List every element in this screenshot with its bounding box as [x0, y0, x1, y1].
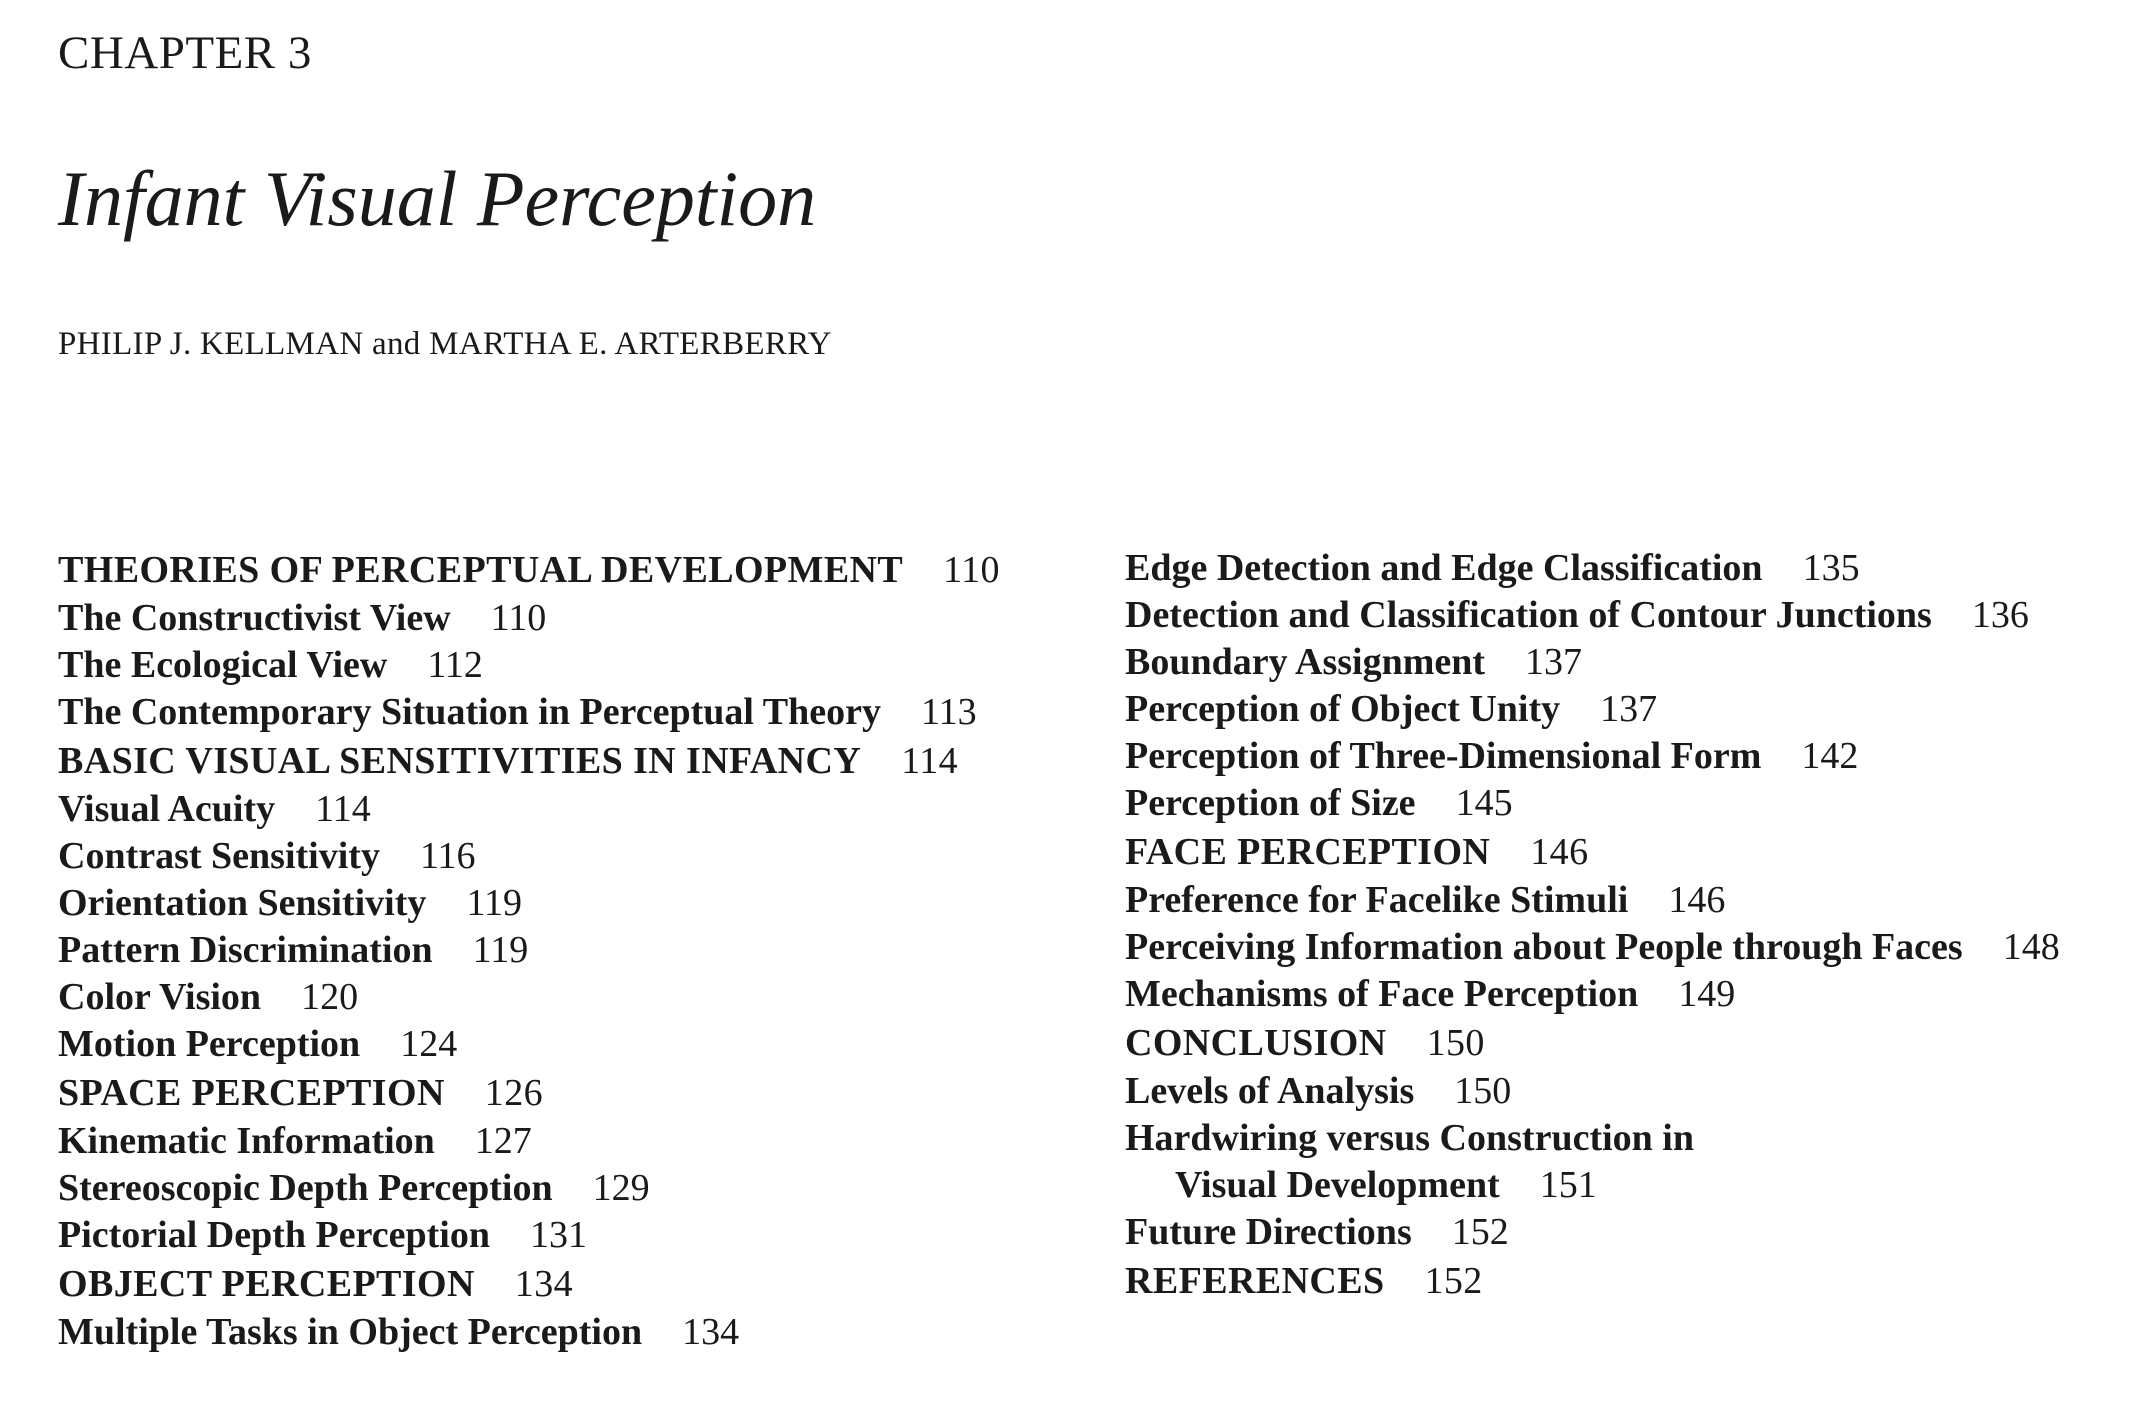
- toc-page-number: 151: [1539, 1164, 1597, 1206]
- toc-entry: [1125, 780, 2060, 827]
- toc-page-number: 134: [514, 1263, 573, 1305]
- toc-page-number: 113: [920, 691, 977, 733]
- toc-entry-title: Stereoscopic Depth Perception: [58, 1167, 553, 1209]
- toc-section-heading: [58, 545, 1000, 595]
- toc-entry: [58, 786, 1000, 833]
- toc-page-number: 152: [1451, 1211, 1509, 1253]
- toc-entry-title: BASIC VISUAL SENSITIVITIES IN INFANCY: [58, 740, 862, 782]
- toc-page-number: 127: [474, 1120, 532, 1162]
- toc-entry: [1125, 686, 2060, 733]
- toc-page-number: 126: [484, 1072, 543, 1114]
- toc-page-number: 129: [592, 1167, 650, 1209]
- toc-entry: [58, 1212, 1000, 1259]
- toc-entry-title: REFERENCES: [1125, 1260, 1385, 1302]
- toc-entry-title: Levels of Analysis: [1125, 1070, 1415, 1112]
- toc-entry-title: Mechanisms of Face Perception: [1125, 973, 1639, 1015]
- toc-entry: [58, 1165, 1000, 1212]
- toc-entry-title: Visual Acuity: [58, 788, 276, 830]
- toc-entry-title: Contrast Sensitivity: [58, 835, 380, 877]
- toc-page-number: 119: [472, 929, 529, 971]
- toc-page-number: 142: [1801, 735, 1859, 777]
- toc-page-number: 137: [1600, 688, 1658, 730]
- toc-section-heading: [58, 1259, 1000, 1309]
- toc-entry: [58, 974, 1000, 1021]
- toc-entry-title: OBJECT PERCEPTION: [58, 1263, 475, 1305]
- toc-section-heading: [1125, 827, 2060, 877]
- toc-page-number: 124: [400, 1023, 458, 1065]
- toc-section-heading: [58, 1068, 1000, 1118]
- toc-page-number: 146: [1530, 831, 1589, 873]
- chapter-title: Infant Visual Perception: [58, 155, 817, 242]
- toc-entry-title: The Ecological View: [58, 644, 388, 686]
- toc-page-number: 148: [2002, 926, 2060, 968]
- toc-page-number: 116: [419, 835, 476, 877]
- toc-entry-title: The Contemporary Situation in Perceptual Theory: [58, 691, 881, 733]
- toc-entry-title: Multiple Tasks in Object Perception: [58, 1311, 643, 1353]
- toc-entry: [58, 833, 1000, 880]
- toc-entry: [58, 1021, 1000, 1068]
- toc-entry-title: Color Vision: [58, 976, 262, 1018]
- toc-entry: [58, 642, 1000, 689]
- toc-entry-title: Perception of Size: [1125, 782, 1416, 824]
- toc-page-number: 131: [529, 1214, 587, 1256]
- toc-entry: [1125, 1068, 2060, 1115]
- toc-entry: [1125, 733, 2060, 780]
- toc-entry-title: SPACE PERCEPTION: [58, 1072, 445, 1114]
- toc-entry-title: Detection and Classification of Contour Junctions: [1125, 594, 1932, 636]
- toc-entry-title: Perception of Three-Dimensional Form: [1125, 735, 1762, 777]
- toc-section-heading: [1125, 1018, 2060, 1068]
- toc-entry: [1125, 545, 2060, 592]
- toc-entry-title: Pictorial Depth Perception: [58, 1214, 490, 1256]
- toc-entry-title: Perceiving Information about People through Faces: [1125, 926, 1963, 968]
- toc-entry-title: Kinematic Information: [58, 1120, 435, 1162]
- toc-entry-title: The Constructivist View: [58, 597, 451, 639]
- toc-entry: [58, 689, 1000, 736]
- toc-entry-title: Edge Detection and Edge Classification: [1125, 547, 1763, 589]
- toc-page-number: 114: [901, 740, 959, 782]
- toc-page-number: 150: [1426, 1022, 1485, 1064]
- toc-left-column: [58, 545, 1000, 1356]
- toc-entry-title: Future Directions: [1125, 1211, 1412, 1253]
- toc-right-column: [1125, 545, 2060, 1306]
- toc-page-number: 112: [427, 644, 483, 686]
- toc-entry: [1125, 971, 2060, 1018]
- toc-entry-title: Motion Perception: [58, 1023, 361, 1065]
- toc-page-number: 135: [1802, 547, 1860, 589]
- toc-entry: [1125, 592, 2060, 639]
- toc-page-number: 134: [682, 1311, 740, 1353]
- toc-entry-title: Orientation Sensitivity: [58, 882, 427, 924]
- toc-entry: [58, 595, 1000, 642]
- toc-page-number: 150: [1454, 1070, 1512, 1112]
- toc-entry: [1125, 877, 2060, 924]
- toc-page-number: 110: [490, 597, 547, 639]
- toc-entry: [1125, 639, 2060, 686]
- toc-page-number: 120: [301, 976, 359, 1018]
- toc-entry: [58, 1118, 1000, 1165]
- toc-entry-title: Perception of Object Unity: [1125, 688, 1561, 730]
- toc-entry: [1125, 924, 2060, 971]
- toc-entry-title: Preference for Facelike Stimuli: [1125, 879, 1629, 921]
- toc-entry-title: FACE PERCEPTION: [1125, 831, 1491, 873]
- toc-entry-title: CONCLUSION: [1125, 1022, 1387, 1064]
- toc-page-number: 110: [943, 549, 1000, 591]
- toc-entry: [1125, 1209, 2060, 1256]
- toc-entry: [1125, 1115, 2060, 1209]
- toc-entry-title: Hardwiring versus Construction in: [1125, 1117, 1694, 1159]
- toc-entry-title-continuation: [1125, 1162, 2060, 1209]
- toc-section-heading: [58, 736, 1000, 786]
- toc-entry: [58, 1309, 1000, 1356]
- toc-page-number: 146: [1668, 879, 1726, 921]
- chapter-authors: PHILIP J. KELLMAN and MARTHA E. ARTERBERRY: [58, 326, 832, 362]
- toc-page-number: 114: [315, 788, 371, 830]
- toc-entry-title: Pattern Discrimination: [58, 929, 433, 971]
- toc-page-number: 152: [1424, 1260, 1483, 1302]
- toc-page-number: 145: [1455, 782, 1513, 824]
- toc-section-heading: [1125, 1256, 2060, 1306]
- toc-entry: [58, 927, 1000, 974]
- toc-entry-title-continuation-text: Visual Development: [1175, 1164, 1500, 1206]
- chapter-label: CHAPTER 3: [58, 27, 312, 79]
- toc-page-number: 149: [1678, 973, 1736, 1015]
- toc-page-number: 137: [1525, 641, 1583, 683]
- toc-page-number: 119: [466, 882, 522, 924]
- toc-entry-title: Boundary Assignment: [1125, 641, 1486, 683]
- toc-entry: [58, 880, 1000, 927]
- toc-entry-title: THEORIES OF PERCEPTUAL DEVELOPMENT: [58, 549, 904, 591]
- toc-page-number: 136: [1971, 594, 2029, 636]
